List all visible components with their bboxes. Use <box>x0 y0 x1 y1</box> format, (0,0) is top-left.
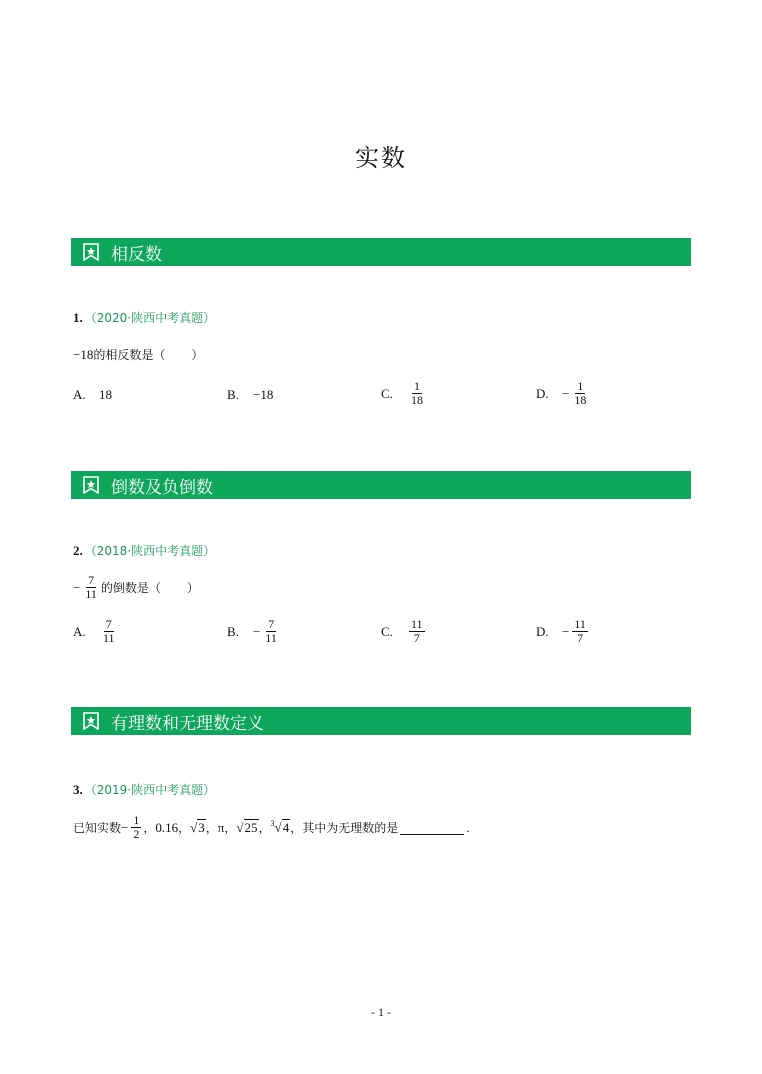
separator: ， <box>290 821 303 835</box>
fraction-denominator: 7 <box>413 631 420 645</box>
option-b[interactable] <box>227 618 281 645</box>
option-b[interactable] <box>227 387 273 403</box>
stem-suffix: 其中为无理数的是 <box>302 821 399 835</box>
option-letter: A. <box>73 623 86 639</box>
fraction-denominator: 7 <box>577 631 584 645</box>
option-letter: D. <box>536 623 549 639</box>
section-header-opposite-numbers <box>71 238 691 266</box>
section-header-reciprocals <box>71 471 691 499</box>
question-stem <box>73 814 469 841</box>
question-number: 1. <box>73 310 83 325</box>
fraction-numerator: 7 <box>105 617 112 631</box>
option-letter: C. <box>381 385 393 401</box>
stem-end: . <box>466 819 470 835</box>
minus-sign: − <box>121 819 129 835</box>
option-letter: D. <box>536 385 549 401</box>
fraction-denominator: 2 <box>133 827 140 841</box>
answer-blank[interactable] <box>400 821 464 835</box>
minus-sign: − <box>562 623 570 639</box>
fraction-numerator: 1 <box>133 813 140 827</box>
stem-text: 的倒数是（ <box>100 581 161 595</box>
fraction-denominator: 11 <box>265 631 277 645</box>
value-decimal: 0.16 <box>155 819 179 835</box>
stem-close: ） <box>186 581 199 595</box>
fraction-numerator: 1 <box>414 379 420 393</box>
section-heading: 相反数 <box>111 244 162 265</box>
option-d[interactable] <box>536 618 590 645</box>
question-header <box>73 542 215 559</box>
question-stem <box>73 346 203 363</box>
bookmark-star-icon <box>82 476 100 494</box>
option-c[interactable] <box>381 380 427 407</box>
fraction-numerator: 11 <box>411 617 423 631</box>
cube-root: $^3$√4 <box>270 819 290 835</box>
question-header <box>73 309 215 326</box>
minus-sign: − <box>253 623 261 639</box>
separator: ， <box>205 821 218 835</box>
separator: ， <box>143 821 156 835</box>
fraction <box>83 574 99 601</box>
stem-close: ） <box>191 348 204 362</box>
question-source: （2019·陕西中考真题） <box>84 783 216 797</box>
fraction-denominator: 11 <box>103 631 115 645</box>
root-index: 3 <box>270 819 275 829</box>
fraction <box>101 618 117 645</box>
minus-sign: − <box>73 579 81 595</box>
separator: ， <box>224 821 237 835</box>
option-a[interactable] <box>73 387 112 403</box>
bookmark-star-icon <box>82 243 100 261</box>
minus-sign: − <box>562 385 570 401</box>
radicand: 25 <box>244 819 258 835</box>
question-header <box>73 781 215 798</box>
page-title: 实数 <box>355 144 407 172</box>
option-c[interactable] <box>381 618 427 645</box>
section-heading: 有理数和无理数定义 <box>111 713 264 734</box>
question-source: （2020·陕西中考真题） <box>84 311 216 325</box>
square-root: √3 <box>190 819 205 835</box>
question-source: （2018·陕西中考真题） <box>84 544 216 558</box>
question-number: 2. <box>73 543 83 558</box>
fraction <box>409 380 425 407</box>
option-value: 18 <box>99 387 112 402</box>
fraction-numerator: 1 <box>577 379 584 393</box>
fraction <box>572 618 588 645</box>
radicand: 4 <box>282 819 290 835</box>
fraction-numerator: 7 <box>268 617 275 631</box>
separator: ， <box>258 821 271 835</box>
value-pi: π <box>217 819 225 835</box>
separator: ， <box>178 821 191 835</box>
fraction-numerator: 11 <box>574 617 586 631</box>
fraction-denominator: 18 <box>411 393 423 407</box>
fraction-denominator: 18 <box>574 393 587 407</box>
option-letter: A. <box>73 387 86 402</box>
fraction-numerator: 7 <box>88 573 95 587</box>
option-letter: B. <box>227 387 239 402</box>
fraction <box>131 814 141 841</box>
option-letter: C. <box>381 623 393 639</box>
bookmark-star-icon <box>82 712 100 730</box>
fraction <box>409 618 425 645</box>
fraction-denominator: 11 <box>85 587 97 601</box>
stem-math: −18 <box>73 346 94 362</box>
stem-text: 的相反数是（ <box>93 348 166 362</box>
fraction <box>572 380 588 407</box>
section-heading: 倒数及负倒数 <box>111 477 213 498</box>
fraction <box>263 618 279 645</box>
section-header-rational-irrational <box>71 707 691 735</box>
stem-prefix: 已知实数 <box>73 821 122 835</box>
option-letter: B. <box>227 623 239 639</box>
radicand: 3 <box>198 819 205 835</box>
page-number: - 1 - <box>371 1005 391 1019</box>
option-a[interactable] <box>73 618 119 645</box>
question-stem <box>73 574 199 601</box>
option-d[interactable] <box>536 380 590 407</box>
question-number: 3. <box>73 782 83 797</box>
option-value: −18 <box>253 387 274 402</box>
square-root: √25 <box>236 819 258 835</box>
